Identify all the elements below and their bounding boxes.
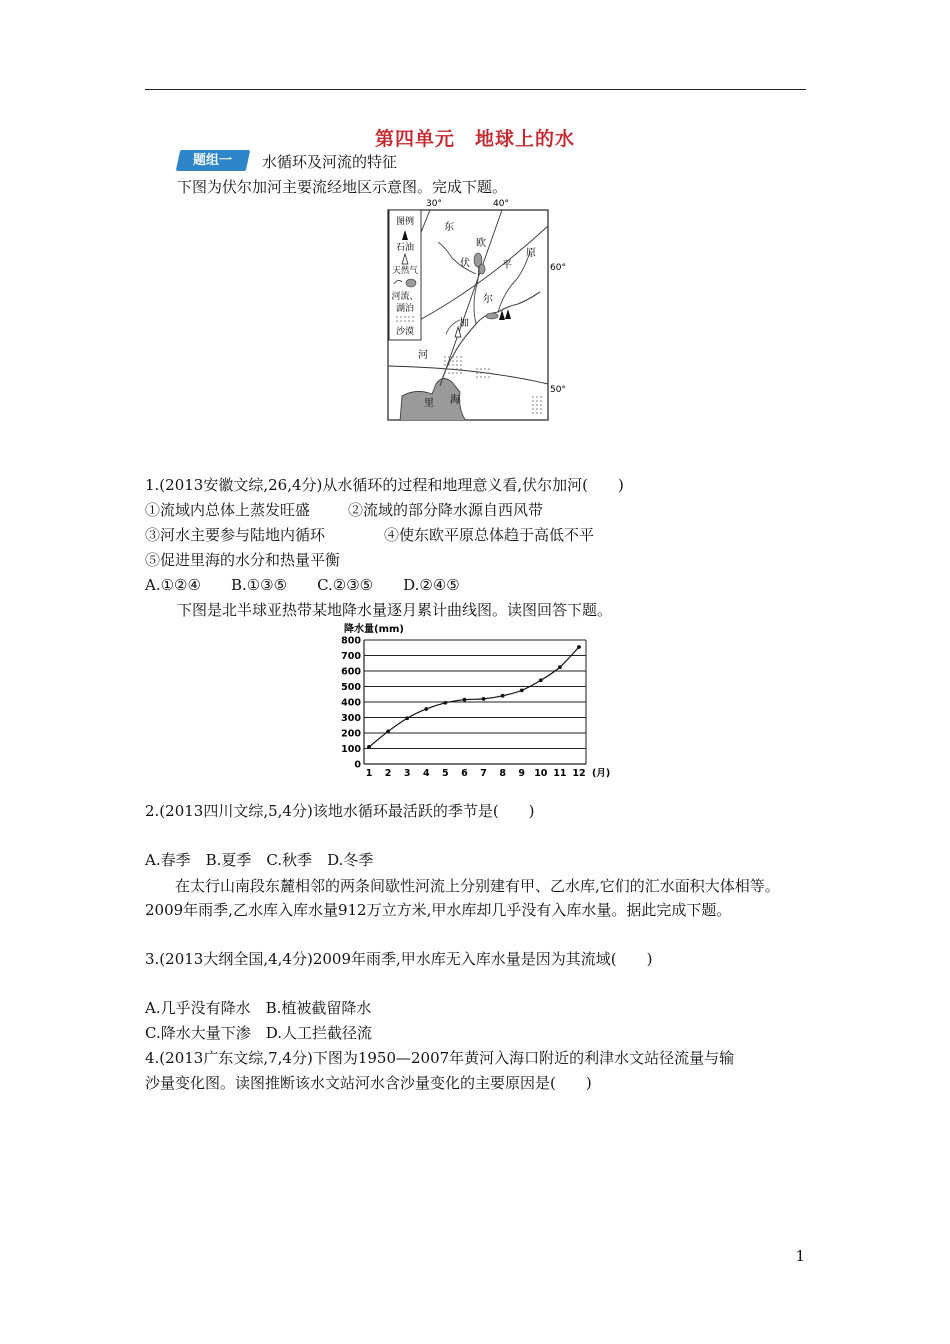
page-number: 1 xyxy=(795,1247,805,1265)
x-tick-4: 4 xyxy=(422,768,430,779)
volga-map xyxy=(380,196,566,432)
top-rule xyxy=(145,89,806,90)
data-point-month-8 xyxy=(501,694,505,698)
group-badge xyxy=(176,150,250,171)
q3-choices-1: A.几乎没有降水 B.植被截留降水 xyxy=(145,999,372,1017)
y-tick-300: 300 xyxy=(341,713,361,724)
legend-river: 河流、 xyxy=(391,292,419,302)
q3-stem: 3.(2013大纲全国,4,4分)2009年雨季,甲水库无入库水量是因为其流域( ) xyxy=(145,950,653,968)
data-point-month-12 xyxy=(577,645,581,649)
desert-patch-3 xyxy=(530,396,544,414)
data-point-month-10 xyxy=(539,678,543,682)
place-ping: 平 xyxy=(502,260,512,271)
place-ou: 欧 xyxy=(476,238,486,249)
lon-label-30: 30° xyxy=(426,199,442,209)
x-tick-9: 9 xyxy=(518,768,526,779)
x-tick-10: 10 xyxy=(534,768,548,779)
q2-stem: 2.(2013四川文综,5,4分)该地水循环最活跃的季节是( ) xyxy=(145,802,535,820)
y-tick-500: 500 xyxy=(341,682,361,693)
place-li: 里 xyxy=(424,398,434,409)
legend-desert: 沙漠 xyxy=(395,327,415,337)
x-tick-12: 12 xyxy=(572,768,586,779)
data-point-month-2 xyxy=(386,730,390,734)
y-tick-600: 600 xyxy=(341,666,361,678)
lat-label-60: 60° xyxy=(550,263,566,273)
rainfall-chart xyxy=(334,618,624,780)
lon-label-40: 40° xyxy=(493,199,509,209)
data-point-month-7 xyxy=(482,697,486,701)
data-point-month-6 xyxy=(463,698,467,702)
place-er: 尔 xyxy=(483,294,493,305)
q1-option-4: ④使东欧平原总体趋于高低不平 xyxy=(384,526,595,544)
q2-choices: A.春季 B.夏季 C.秋季 D.冬季 xyxy=(145,851,374,869)
x-tick-5: 5 xyxy=(442,768,449,779)
data-point-month-11 xyxy=(558,665,562,669)
y-tick-400: 400 xyxy=(341,697,361,709)
q4-stem-line2: 沙量变化图。读图推断该水文站河水含沙量变化的主要原因是( ) xyxy=(145,1074,592,1092)
q3-choices-2: C.降水大量下渗 D.人工拦截径流 xyxy=(145,1024,372,1042)
place-jia: 加 xyxy=(459,318,469,329)
data-point-month-5 xyxy=(443,701,447,705)
x-tick-3: 3 xyxy=(403,768,411,779)
group-topic: 水循环及河流的特征 xyxy=(262,153,398,171)
q1-choices: A.①②④ B.①③⑤ C.②③⑤ D.②④⑤ xyxy=(145,576,460,594)
y-tick-0: 0 xyxy=(354,759,361,771)
reservoir-mid xyxy=(479,264,485,274)
intro-chart: 下图是北半球亚热带某地降水量逐月累计曲线图。读图回答下题。 xyxy=(177,601,613,619)
data-point-month-3 xyxy=(405,716,409,720)
q4-stem-line1: 4.(2013广东文综,7,4分)下图为1950—2007年黄河入海口附近的利津水文站径流量与输 xyxy=(145,1049,735,1067)
data-point-month-9 xyxy=(520,688,524,692)
desert-patch-2 xyxy=(476,368,490,380)
x-tick-8: 8 xyxy=(499,768,506,779)
x-tick-11: 11 xyxy=(553,768,567,779)
legend-gas: 天然气 xyxy=(392,266,418,276)
intro-reservoir: 在太行山南段东麓相邻的两条间歇性河流上分别建有甲、乙水库,它们的汇水面积大体相等。2009年雨季,乙水库入库水量912万立方米,甲水库却几乎没有入库水量。据此完成下题。 xyxy=(145,877,780,919)
desert-patch-1 xyxy=(442,356,464,376)
data-point-month-4 xyxy=(424,707,428,711)
q1-option-2: ②流域的部分降水源自西风带 xyxy=(348,501,544,519)
legend-lake-icon xyxy=(406,279,416,287)
legend-lake: 湖泊 xyxy=(395,304,415,314)
intro-map: 下图为伏尔加河主要流经地区示意图。完成下题。 xyxy=(177,178,508,196)
data-point-month-1 xyxy=(367,745,371,749)
x-tick-1: 1 xyxy=(365,768,373,779)
y-tick-100: 100 xyxy=(341,744,361,755)
y-tick-800: 800 xyxy=(341,635,361,647)
place-fu: 伏 xyxy=(460,258,470,269)
legend-title: 图例 xyxy=(395,217,415,227)
x-tick-6: 6 xyxy=(461,768,468,779)
q1-option-5: ⑤促进里海的水分和热量平衡 xyxy=(145,551,341,569)
q1-option-3: ③河水主要参与陆地内循环 xyxy=(145,526,326,544)
reservoir-south xyxy=(486,313,498,319)
y-tick-200: 200 xyxy=(341,728,361,740)
lat-label-50: 50° xyxy=(550,385,566,395)
rainfall-curve xyxy=(369,647,579,747)
x-tick-7: 7 xyxy=(480,768,487,779)
chart-xlabel: (月) xyxy=(592,768,611,779)
chart-ylabel: 降水量(mm) xyxy=(344,624,404,635)
y-tick-700: 700 xyxy=(341,651,361,662)
legend-oil: 石油 xyxy=(395,243,415,253)
legend-desert-icon xyxy=(396,315,414,323)
place-yuan: 原 xyxy=(526,248,536,259)
place-dong: 东 xyxy=(444,222,454,233)
page-title: 第四单元 地球上的水 xyxy=(374,128,575,150)
x-tick-2: 2 xyxy=(384,768,392,779)
q1-stem: 1.(2013安徽文综,26,4分)从水循环的过程和地理意义看,伏尔加河( ) xyxy=(145,476,624,494)
place-hai: 海 xyxy=(450,395,460,406)
place-he: 河 xyxy=(418,350,428,361)
q1-option-1: ①流域内总体上蒸发旺盛 xyxy=(145,501,311,519)
group-badge-label: 题组一 xyxy=(193,153,233,168)
